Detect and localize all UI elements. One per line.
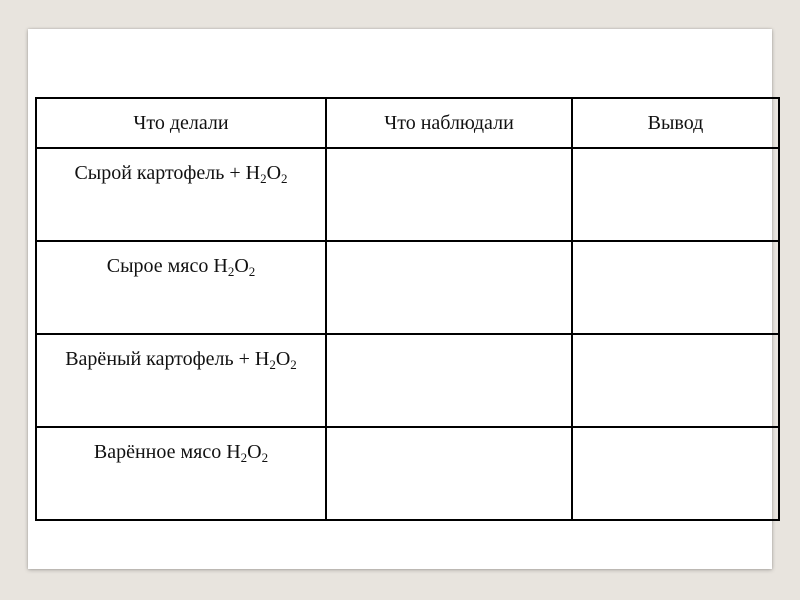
row-action-text: Сырой картофель + H <box>74 162 261 185</box>
subscript: 2 <box>240 450 248 466</box>
row-cell-conclusion[interactable] <box>572 241 779 334</box>
row-cell-observed[interactable] <box>326 427 572 520</box>
subscript: 2 <box>261 450 269 466</box>
row-action-text: Варённое мясо H <box>93 441 241 464</box>
header-what-observed: Что наблюдали <box>326 98 572 148</box>
subscript: 2 <box>281 171 288 187</box>
table-row <box>36 427 779 520</box>
observation-table <box>35 97 780 521</box>
subscript: 2 <box>269 357 276 373</box>
row-cell-observed[interactable] <box>326 334 572 427</box>
row-cell-conclusion[interactable] <box>572 148 779 241</box>
row-cell-conclusion[interactable] <box>572 427 779 520</box>
header-conclusion: Вывод <box>572 98 779 148</box>
row-action-text: O <box>247 441 262 464</box>
row-action-text: O <box>275 348 291 371</box>
subscript: 2 <box>290 357 297 373</box>
row-cell-action <box>36 148 326 241</box>
slide <box>28 29 772 569</box>
subscript: 2 <box>260 171 267 187</box>
table-row <box>36 334 779 427</box>
row-cell-conclusion[interactable] <box>572 334 779 427</box>
row-cell-action <box>36 427 326 520</box>
row-action-text: Сырое мясо H <box>106 255 228 278</box>
header-what-done: Что делали <box>36 98 326 148</box>
row-cell-observed[interactable] <box>326 148 572 241</box>
row-cell-action <box>36 241 326 334</box>
table-header-row <box>36 98 779 148</box>
table-row <box>36 148 779 241</box>
row-action-text: O <box>234 255 249 278</box>
table-row <box>36 241 779 334</box>
subscript: 2 <box>248 264 256 280</box>
row-action-text: Варёный картофель + H <box>65 348 270 371</box>
row-action-text: O <box>266 162 282 185</box>
row-cell-action <box>36 334 326 427</box>
row-cell-observed[interactable] <box>326 241 572 334</box>
subscript: 2 <box>227 264 235 280</box>
